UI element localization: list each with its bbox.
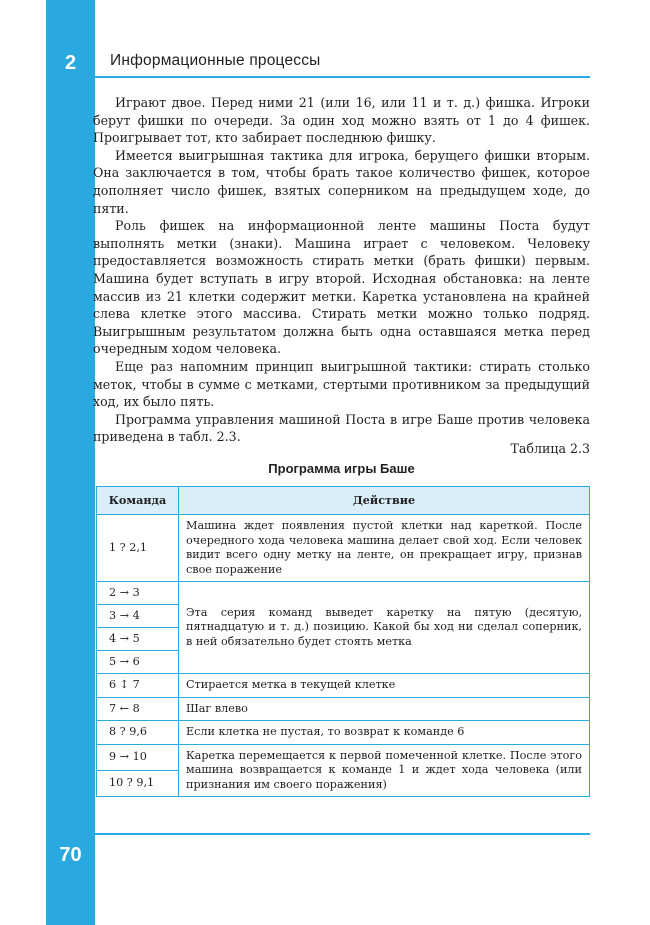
command-cell: 1 ? 2,1	[97, 515, 179, 582]
action-cell: Каретка перемещается к первой помеченной клетке. После этого машина возвращается к команде 1 и ждет хода человека (или признания им своего поражения)	[179, 744, 590, 797]
table-row	[97, 674, 590, 698]
program-table	[96, 486, 590, 797]
chapter-number: 2	[64, 52, 77, 74]
header-action: Действие	[179, 487, 590, 515]
table-row	[97, 515, 590, 582]
header-rule	[95, 76, 590, 78]
command-cell: 7 ← 8	[97, 697, 179, 721]
table-row	[97, 697, 590, 721]
footer-rule	[95, 833, 590, 835]
action-cell: Машина ждет появления пустой клетки над кареткой. После очередного хода человека машина делает свой ход. Если человек видит всего одну метку на ленте, он прекращает игру, признав свое поражение	[179, 515, 590, 582]
command-cell: 4 → 5	[97, 628, 179, 651]
side-strip	[46, 0, 95, 925]
command-cell: 5 → 6	[97, 651, 179, 674]
header-command: Команда	[97, 487, 179, 515]
action-cell: Если клетка не пустая, то возврат к команде 6	[179, 721, 590, 745]
command-cell: 8 ? 9,6	[97, 721, 179, 745]
table-header-row	[97, 487, 590, 515]
paragraph-2: Имеется выигрышная тактика для игрока, берущего фишки вторым. Она заключается в том, чтобы брать такое количество фишек, которое дополняет число фишек, взятых соперником на предыдущем ходе, до пяти.	[93, 147, 590, 216]
paragraph-4: Еще раз напомним принцип выигрышной тактики: стирать столько меток, чтобы в сумме с метками, стертыми противником за предыдущий ход, их было пять.	[93, 358, 590, 410]
table-row	[97, 744, 590, 770]
action-cell: Стирается метка в текущей клетке	[179, 674, 590, 698]
command-cell: 9 → 10	[97, 744, 179, 770]
command-cell: 6 ↕ 7	[97, 674, 179, 698]
action-cell: Шаг влево	[179, 697, 590, 721]
command-cell: 3 → 4	[97, 605, 179, 628]
table-caption: Таблица 2.3	[510, 441, 590, 456]
command-cell: 10 ? 9,1	[97, 770, 179, 796]
paragraph-5: Программа управления машиной Поста в игре Баше против человека приведена в табл. 2.3.	[93, 411, 590, 445]
action-cell: Эта серия команд выведет каретку на пятую (десятую, пятнадцатую и т. д.) позицию. Какой бы ход ни сделал соперник, в ней обязательно будет стоять метка	[179, 582, 590, 674]
table-title: Программа игры Баше	[268, 461, 415, 476]
paragraph-3: Роль фишек на информационной ленте машины Поста будут выполнять метки (знаки). Машина играет с человеком. Человеку предоставляется возможность стирать метки (брать фишки) первым. Машина будет вступать в игру второй. Исходная обстановка: на ленте массив из 21 клетки содержит метки. Каретка установлена на крайней слева клетке этого массива. Стирать метки можно только подряд. Выигрышным результатом должна быть одна оставшаяся метка перед очередным ходом человека.	[93, 218, 590, 357]
body-text	[93, 94, 590, 446]
command-cell: 2 → 3	[97, 582, 179, 605]
paragraph-1: Играют двое. Перед ними 21 (или 16, или 11 и т. д.) фишка. Игроки берут фишки по очереди. За один ход можно взять от 1 до 4 фишек. Проигрывает тот, кто забирает последнюю фишку.	[93, 95, 590, 146]
running-header-title: Информационные процессы	[110, 52, 321, 69]
page-number: 70	[59, 844, 82, 866]
table-row	[97, 721, 590, 745]
table-row	[97, 582, 590, 605]
